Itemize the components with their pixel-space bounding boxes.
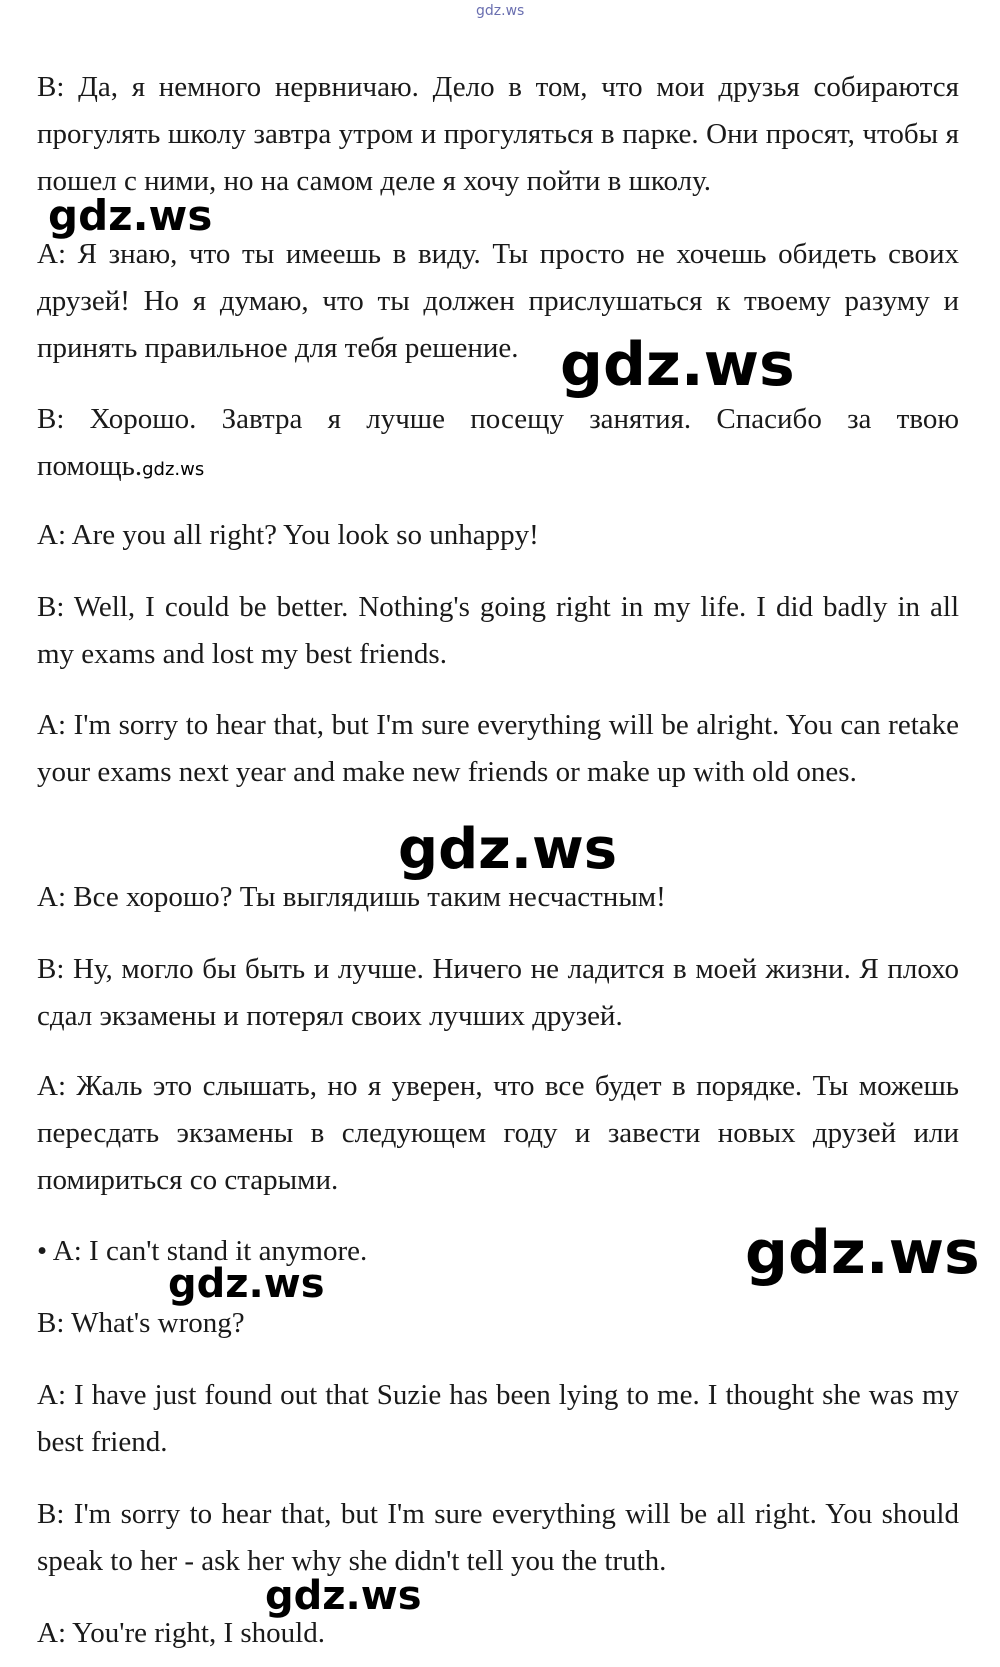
paragraph-7: A: Все хорошо? Ты выглядишь таким несчастным! <box>37 881 666 913</box>
paragraph-6: A: I'm sorry to hear that, but I'm sure everything will be alright. You can retake your exams next year and make new friends or make up with old ones. <box>37 709 959 788</box>
paragraph-8: B: Ну, могло бы быть и лучше. Ничего не ладится в моей жизни. Я плохо сдал экзамены и потерял своих лучших друзей. <box>37 953 959 1032</box>
watermark-inline: gdz.ws <box>142 459 205 480</box>
watermark-1: gdz.ws <box>48 191 213 240</box>
paragraph-12: A: I have just found out that Suzie has been lying to me. I thought she was my best friend. <box>37 1379 959 1458</box>
watermark-6: gdz.ws <box>265 1573 422 1619</box>
paragraph-9: A: Жаль это слышать, но я уверен, что все будет в порядке. Ты можешь пересдать экзамены в следующем году и завести новых друзей или помириться со старыми. <box>37 1070 959 1196</box>
paragraph-14: A: You're right, I should. <box>37 1617 325 1649</box>
paragraph-11: B: What's wrong? <box>37 1307 245 1339</box>
watermark-2: gdz.ws <box>560 330 795 400</box>
paragraph-4: A: Are you all right? You look so unhappy! <box>37 519 539 551</box>
paragraph-1: B: Да, я немного нервничаю. Дело в том, что мои друзья собираются прогулять школу завтра утром и прогуляться в парке. Они просят, чтобы я пошел с ними, но на самом деле я хочу пойти в школу. <box>37 71 959 197</box>
watermark-top: gdz.ws <box>476 3 525 19</box>
watermark-3: gdz.ws <box>398 817 618 882</box>
paragraph-3-text: B: Хорошо. Завтра я лучше посещу занятия. Спасибо за твою помощь. <box>37 403 959 482</box>
paragraph-3 <box>37 396 959 493</box>
paragraph-5: B: Well, I could be better. Nothing's going right in my life. I did badly in all my exams and lost my best friends. <box>37 591 959 670</box>
paragraph-10: • A: I can't stand it anymore. <box>37 1235 368 1267</box>
paragraph-2: A: Я знаю, что ты имеешь в виду. Ты просто не хочешь обидеть своих друзей! Но я думаю, что ты должен прислушаться к твоему разуму и принять правильное для тебя решение. <box>37 238 959 364</box>
paragraph-13: B: I'm sorry to hear that, but I'm sure everything will be all right. You should speak to her - ask her why she didn't tell you the truth. <box>37 1498 959 1577</box>
watermark-4: gdz.ws <box>745 1218 980 1288</box>
watermark-5: gdz.ws <box>168 1261 325 1307</box>
